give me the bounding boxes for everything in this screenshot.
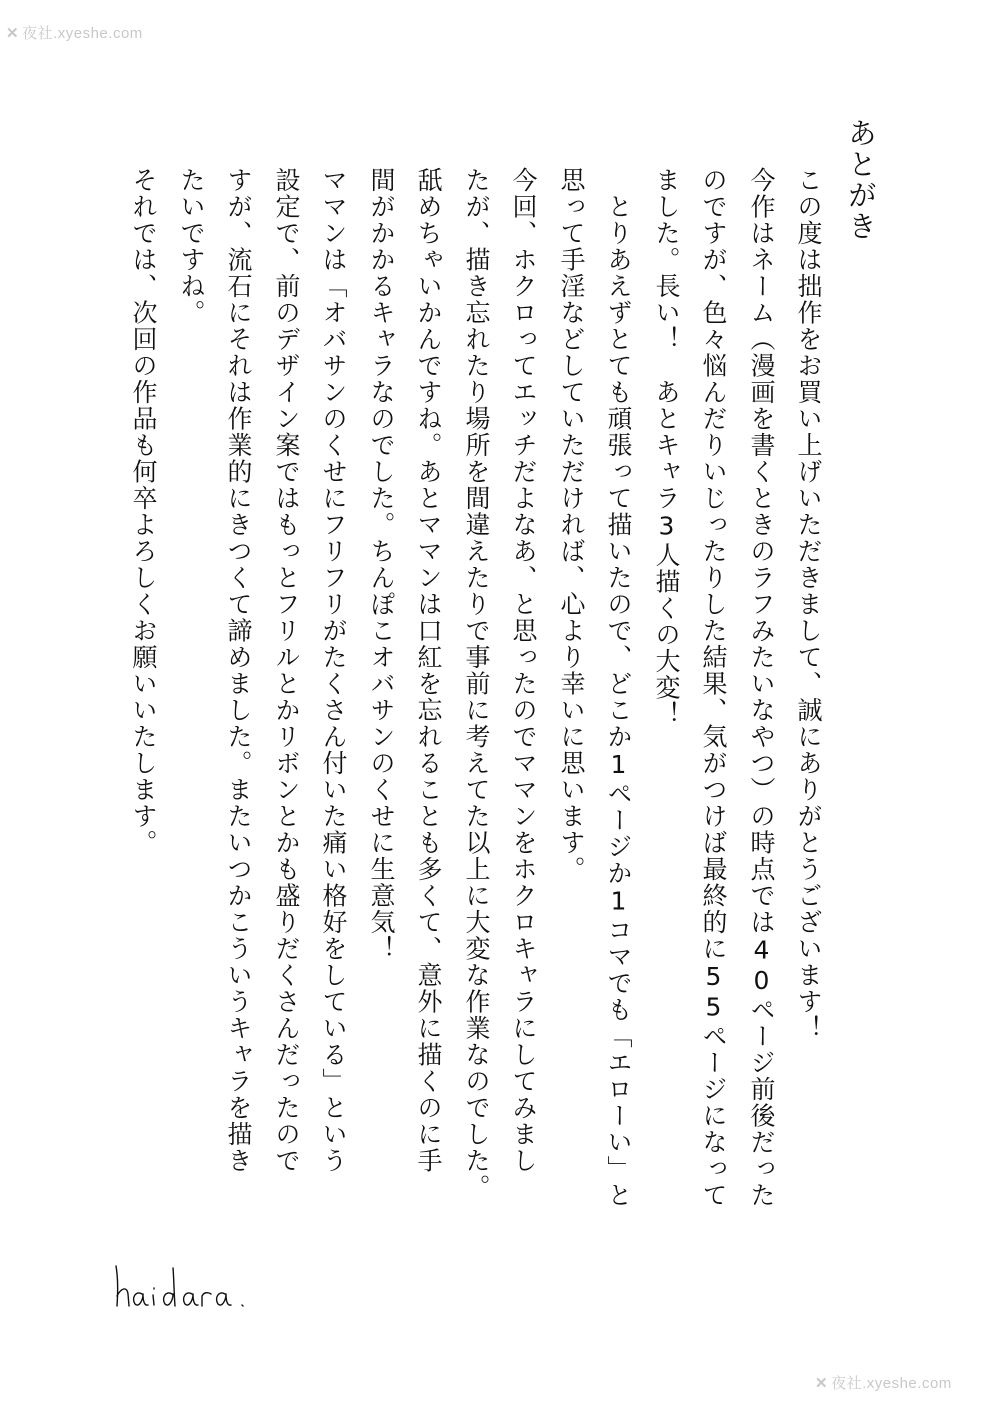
text-column-12: 設定で、前のデザイン案ではもっとフリルとかリボンとかも盛りだくさんだったので	[272, 167, 301, 1174]
text-column-14: たいですね。	[177, 167, 206, 326]
text-column-15: それでは、次回の作品も何卒よろしくお願いいたします。	[129, 167, 158, 856]
text-column-4: ました。長い！ あとキャラ3人描くの大変！	[652, 167, 681, 728]
x-logo-icon: ✕	[6, 25, 20, 42]
text-column-3: のですが、色々悩んだりいじったりした結果、気がつけば最終的に55ページになって	[699, 167, 728, 1209]
watermark-bottom-text: 夜社.xyeshe.com	[831, 1375, 952, 1392]
text-column-7: 今回、ホクロってエッチだよなあ、と思ったのでママンをホクロキャラにしてみまし	[509, 167, 538, 1174]
watermark-top-text: 夜社.xyeshe.com	[22, 25, 143, 42]
text-column-1: この度は拙作をお買い上げいただきまして、誠にありがとうございます！	[794, 167, 823, 1042]
text-column-2: 今作はネーム（漫画を書くときのラフみたいなやつ）の時点では40ページ前後だった	[747, 167, 776, 1209]
watermark-bottom	[815, 1372, 952, 1393]
text-column-6: 思って手淫などしていただければ、心より幸いに思います。	[557, 167, 586, 883]
text-column-10: 間がかかるキャラなのでした。ちんぽこオバサンのくせに生意気！	[367, 167, 396, 962]
text-column-9: 舐めちゃいかんですね。あとママンは口紅を忘れることも多くて、意外に描くのに手	[414, 167, 443, 1174]
text-column-8: たが、描き忘れたり場所を間違えたりで事前に考えてた以上に大変な作業なのでした。	[462, 167, 491, 1201]
x-logo-icon: ✕	[815, 1375, 829, 1392]
text-column-11: ママンは「オバサンのくせにフリフリがたくさん付いた痛い格好をしている」という	[319, 167, 348, 1174]
text-column-5: とりあえずとても頑張って描いたので、どこか1ページか1コマでも「エローい」と	[604, 167, 633, 1209]
page-title: あとがき	[844, 118, 878, 242]
watermark-top	[6, 22, 143, 43]
handwritten-signature	[112, 1262, 262, 1310]
text-column-13: すが、流石にそれは作業的にきつくて諦めました。またいつかこういうキャラを描き	[224, 167, 253, 1174]
